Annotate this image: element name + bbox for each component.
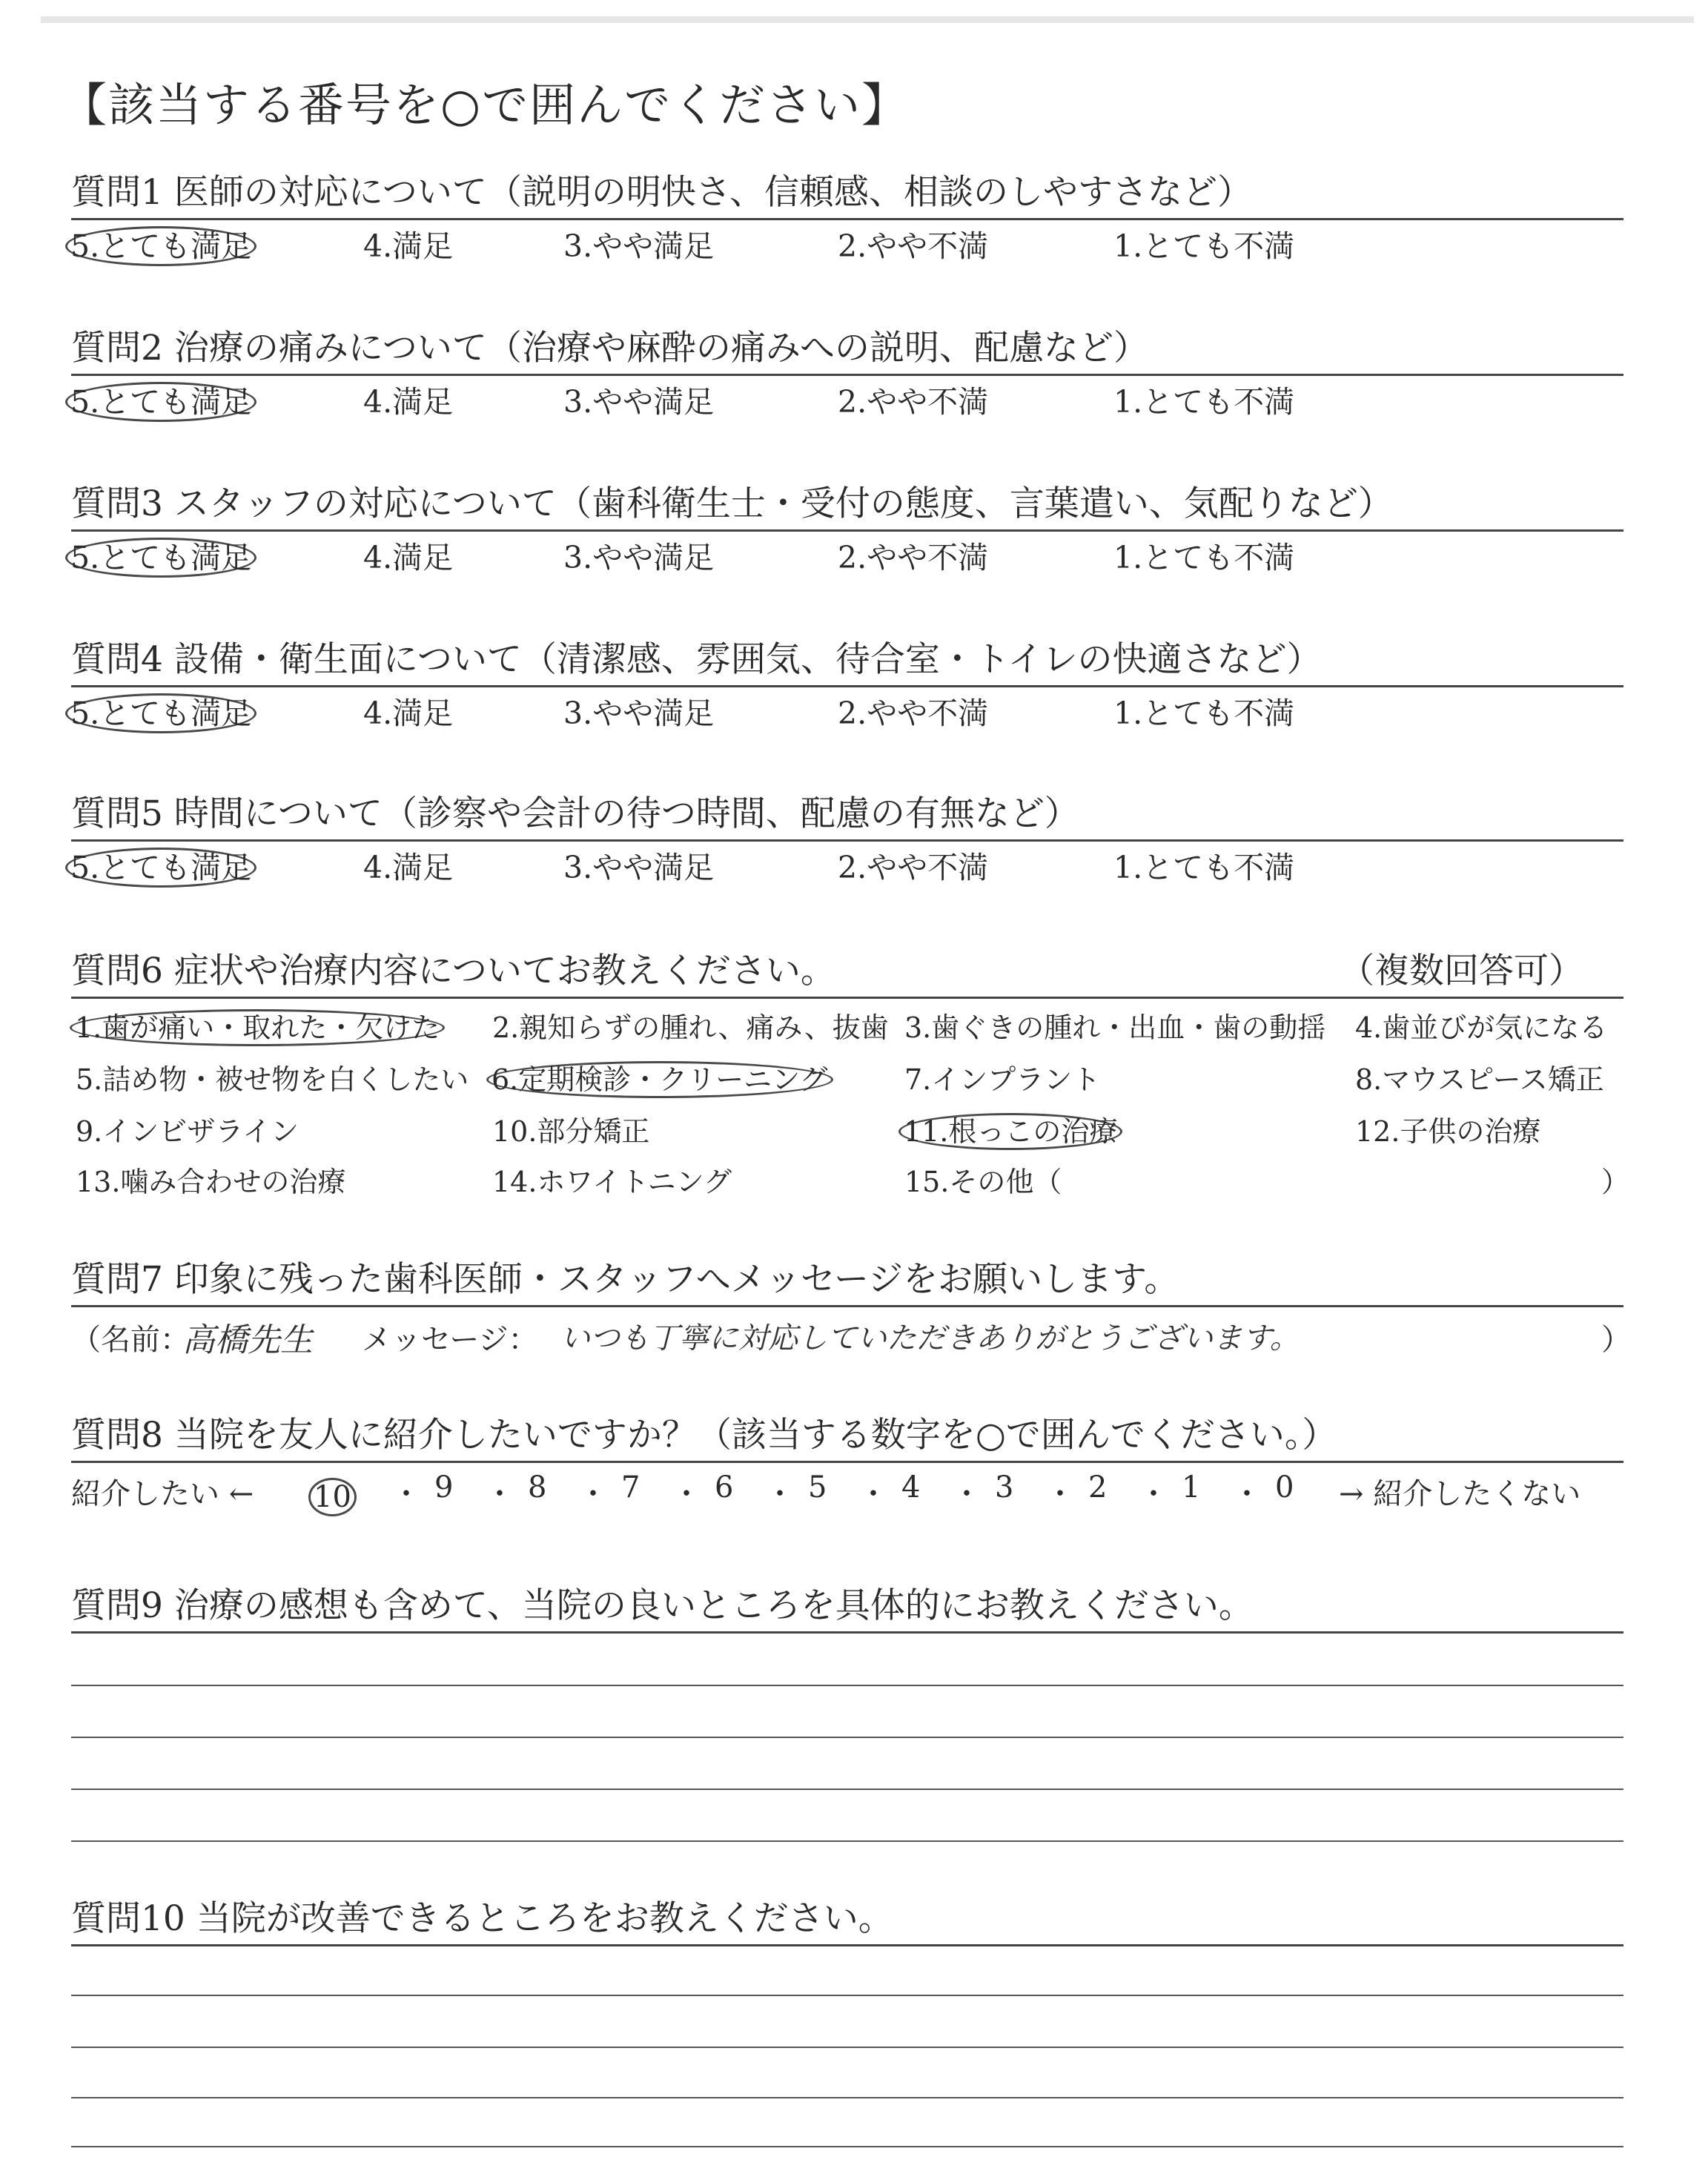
selected-circle: 5.とても満足 xyxy=(65,382,256,422)
scale-separator: ・ xyxy=(1232,1477,1262,1511)
selected-circle: 6.定期検診・クリーニング xyxy=(486,1061,833,1098)
option-3[interactable]: 3.やや満足 xyxy=(563,540,715,575)
scale-0[interactable]: 0 xyxy=(1275,1470,1294,1505)
multiple-answer-note: （複数回答可） xyxy=(1340,951,1583,991)
question-title: 質問2 治療の痛みについて（治療や麻酔の痛みへの説明、配慮など） xyxy=(71,328,1148,369)
option-1[interactable]: 1.とても不満 xyxy=(1113,696,1295,731)
question-3 xyxy=(71,480,1621,581)
q6-option-9[interactable]: 9.インビザライン xyxy=(76,1115,299,1148)
option-2[interactable]: 2.やや不満 xyxy=(838,850,989,885)
selected-circle: 1.歯が痛い・取れた・欠けた xyxy=(70,1009,445,1046)
option-5[interactable] xyxy=(71,693,256,733)
message-handwritten[interactable]: いつも丁寧に対応していただきありがとうございます。 xyxy=(560,1321,1300,1355)
option-1[interactable]: 1.とても不満 xyxy=(1113,540,1295,575)
option-2[interactable]: 2.やや不満 xyxy=(838,228,989,264)
answer-line[interactable] xyxy=(71,1840,1623,1842)
question-title: 質問10 当院が改善できるところをお教えください。 xyxy=(71,1898,893,1939)
form-instruction-header: 【該当する番号を○で囲んでください】 xyxy=(61,78,910,132)
scale-right-label: → 紹介したくない xyxy=(1339,1477,1581,1511)
q6-option-1[interactable] xyxy=(76,1008,445,1048)
option-5[interactable] xyxy=(71,226,256,266)
option-5[interactable] xyxy=(71,848,256,888)
recommend-scale xyxy=(71,1463,1621,1516)
symptom-options xyxy=(71,999,1630,1221)
question-title: 質問7 印象に残った歯科医師・スタッフへメッセージをお願いします。 xyxy=(71,1259,1179,1300)
scale-7[interactable]: 7 xyxy=(621,1470,640,1505)
message-close-paren: ） xyxy=(1601,1323,1631,1357)
question-title: 質問1 医師の対応について（説明の明快さ、信頼感、相談のしやすさなど） xyxy=(71,172,1253,213)
scale-separator: ・ xyxy=(1139,1477,1168,1511)
answer-line[interactable] xyxy=(71,2047,1623,2048)
q6-option-15[interactable]: 15.その他（ xyxy=(904,1166,1062,1198)
question-5 xyxy=(71,790,1621,891)
selected-circle: 5.とても満足 xyxy=(65,538,256,578)
scale-2[interactable]: 2 xyxy=(1088,1470,1108,1505)
q6-option-7[interactable]: 7.インプラント xyxy=(904,1063,1101,1096)
question-6 xyxy=(71,948,1630,1221)
scale-1[interactable]: 1 xyxy=(1182,1470,1201,1505)
q6-other-close-paren: ） xyxy=(1601,1166,1630,1198)
option-4[interactable]: 4.満足 xyxy=(363,696,454,731)
q6-option-13[interactable]: 13.噛み合わせの治療 xyxy=(76,1166,346,1198)
option-3[interactable]: 3.やや満足 xyxy=(563,228,715,264)
scale-separator: ・ xyxy=(485,1477,514,1511)
question-title: 質問8 当院を友人に紹介したいですか？（該当する数字を○で囲んでください。） xyxy=(71,1415,1337,1456)
scale-left-label: 紹介したい ← xyxy=(71,1477,254,1511)
option-1[interactable]: 1.とても不満 xyxy=(1113,850,1295,885)
answer-line[interactable] xyxy=(71,1789,1623,1790)
question-1 xyxy=(71,169,1621,269)
question-title: 質問9 治療の感想も含めて、当院の良いところを具体的にお教えください。 xyxy=(71,1585,1254,1626)
scale-separator: ・ xyxy=(391,1477,421,1511)
option-1[interactable]: 1.とても不満 xyxy=(1113,228,1295,264)
name-handwritten[interactable]: 高橋先生 xyxy=(182,1321,313,1359)
selected-circle: 10 xyxy=(308,1478,357,1516)
q6-option-3[interactable]: 3.歯ぐきの腫れ・出血・歯の動揺 xyxy=(904,1011,1326,1044)
option-3[interactable]: 3.やや満足 xyxy=(563,850,715,885)
scale-separator: ・ xyxy=(1045,1477,1075,1511)
option-2[interactable]: 2.やや不満 xyxy=(838,540,989,575)
option-4[interactable]: 4.満足 xyxy=(363,228,454,264)
question-2 xyxy=(71,325,1621,425)
q6-option-12[interactable]: 12.子供の治療 xyxy=(1355,1115,1541,1148)
selected-circle: 5.とても満足 xyxy=(65,693,256,733)
option-5[interactable] xyxy=(71,382,256,422)
selected-circle: 11.根っこの治療 xyxy=(898,1113,1122,1150)
answer-options xyxy=(71,220,1621,269)
scale-3[interactable]: 3 xyxy=(995,1470,1014,1505)
question-7 xyxy=(71,1256,1631,1361)
option-4[interactable]: 4.満足 xyxy=(363,540,454,575)
question-8 xyxy=(71,1412,1621,1516)
option-4[interactable]: 4.満足 xyxy=(363,384,454,420)
answer-line[interactable] xyxy=(71,2097,1623,2098)
answer-line[interactable] xyxy=(71,1685,1623,1686)
q6-option-2[interactable]: 2.親知らずの腫れ、痛み、抜歯 xyxy=(492,1011,889,1044)
option-2[interactable]: 2.やや不満 xyxy=(838,384,989,420)
q6-option-4[interactable]: 4.歯並びが気になる xyxy=(1355,1011,1608,1044)
selected-circle: 5.とても満足 xyxy=(65,848,256,888)
scale-separator: ・ xyxy=(578,1477,608,1511)
answer-options xyxy=(71,687,1621,736)
option-2[interactable]: 2.やや不満 xyxy=(838,696,989,731)
question-title: 質問5 時間について（診察や会計の待つ時間、配慮の有無など） xyxy=(71,793,1079,834)
scale-separator: ・ xyxy=(952,1477,982,1511)
name-label: （名前： xyxy=(71,1323,190,1357)
q6-option-10[interactable]: 10.部分矯正 xyxy=(492,1115,650,1148)
scale-8[interactable]: 8 xyxy=(528,1470,547,1505)
q6-option-8[interactable]: 8.マウスピース矯正 xyxy=(1355,1063,1604,1096)
answer-line[interactable] xyxy=(71,2146,1623,2147)
scale-5[interactable]: 5 xyxy=(808,1470,827,1505)
answer-line[interactable] xyxy=(71,1737,1623,1738)
scale-separator: ・ xyxy=(672,1477,701,1511)
q6-option-5[interactable]: 5.詰め物・被せ物を白くしたい xyxy=(76,1063,469,1096)
option-1[interactable]: 1.とても不満 xyxy=(1113,384,1295,420)
q6-option-11[interactable] xyxy=(904,1112,1122,1152)
scan-top-edge xyxy=(41,16,1694,23)
q6-option-14[interactable]: 14.ホワイトニング xyxy=(492,1166,732,1198)
rule-line xyxy=(71,1631,1623,1634)
question-4 xyxy=(71,636,1621,736)
answer-line[interactable] xyxy=(71,1995,1623,1996)
message-line xyxy=(71,1307,1631,1361)
selected-circle: 5.とても満足 xyxy=(65,226,256,266)
option-3[interactable]: 3.やや満足 xyxy=(563,696,715,731)
scale-separator: ・ xyxy=(765,1477,795,1511)
answer-options xyxy=(71,842,1621,891)
question-title-text: 質問6 症状や治療内容についてお教えください。 xyxy=(71,951,835,991)
q6-option-6[interactable] xyxy=(492,1060,833,1100)
question-10 xyxy=(71,1895,1621,1946)
scale-9[interactable]: 9 xyxy=(434,1470,454,1505)
answer-options xyxy=(71,376,1621,425)
scale-6[interactable]: 6 xyxy=(715,1470,734,1505)
scale-4[interactable]: 4 xyxy=(901,1470,921,1505)
question-9 xyxy=(71,1582,1621,1634)
question-title: 質問4 設備・衛生面について（清潔感、雰囲気、待合室・トイレの快適さなど） xyxy=(71,639,1322,680)
option-5[interactable] xyxy=(71,538,256,578)
scale-separator: ・ xyxy=(858,1477,888,1511)
option-3[interactable]: 3.やや満足 xyxy=(563,384,715,420)
answer-options xyxy=(71,532,1621,581)
message-label: メッセージ： xyxy=(362,1323,538,1357)
question-title: 質問3 スタッフの対応について（歯科衛生士・受付の態度、言葉遣い、気配りなど） xyxy=(71,483,1393,524)
question-title xyxy=(71,948,1621,995)
option-4[interactable]: 4.満足 xyxy=(363,850,454,885)
rule-line xyxy=(71,1944,1623,1946)
